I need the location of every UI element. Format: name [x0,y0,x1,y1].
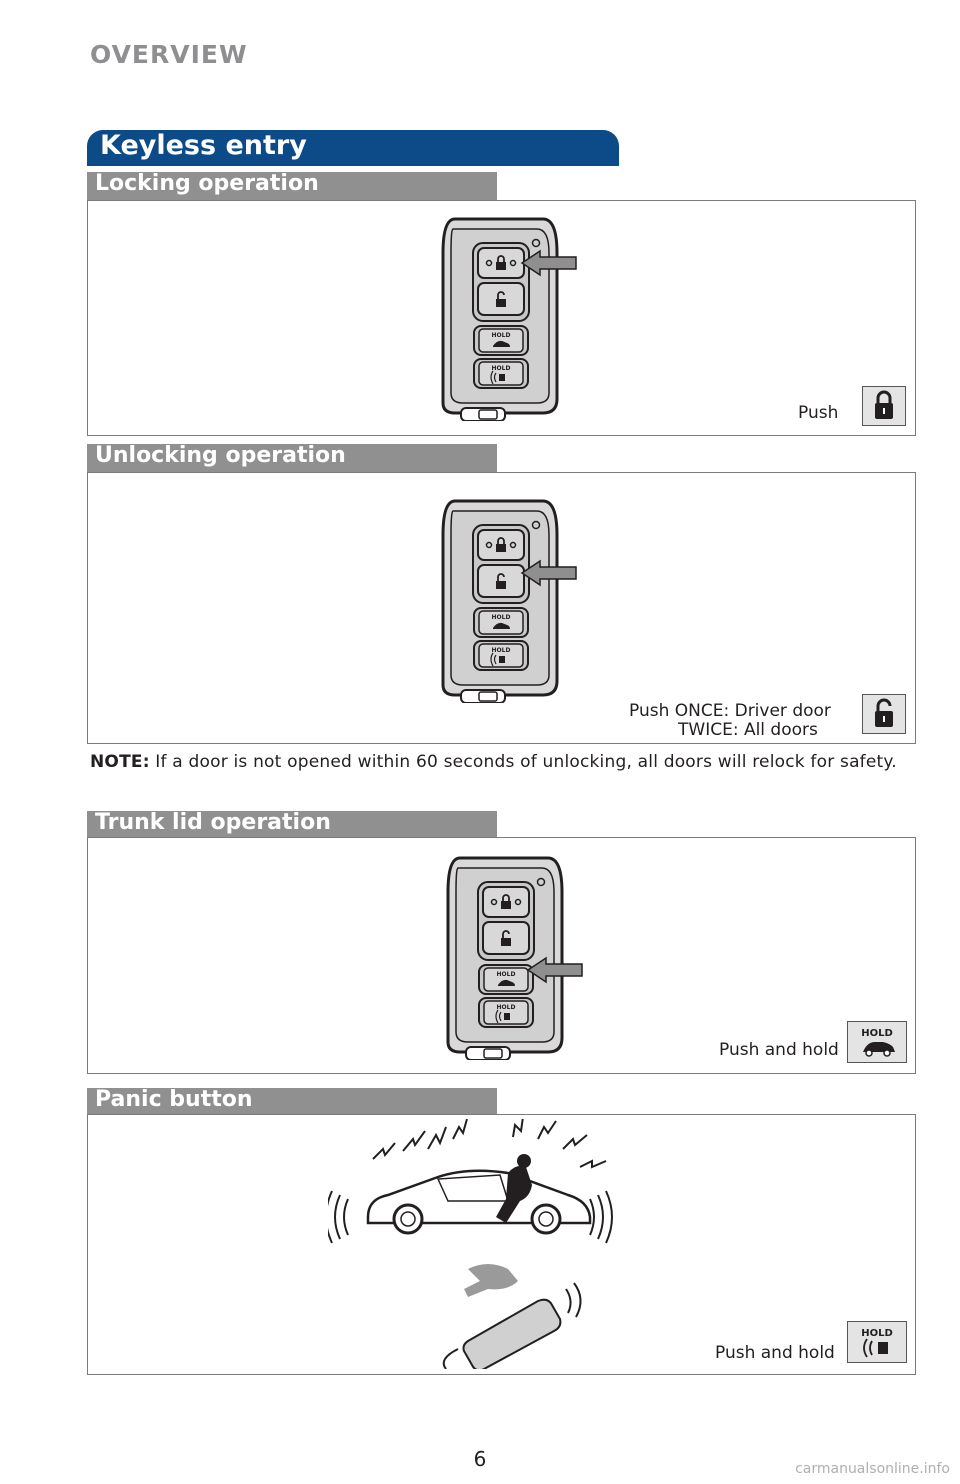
panic-hold-text: HOLD [861,1328,893,1339]
locking-instruction: Push [798,403,839,423]
unlock-icon [862,694,906,734]
fob-hold-label: HOLD [496,1004,516,1011]
note-label: NOTE: [90,752,150,772]
unlocking-panel [87,472,916,744]
page-number: 6 [473,1447,487,1471]
trunk-hold-text: HOLD [861,1028,893,1039]
fob-hold-label: HOLD [491,365,511,372]
press-arrow [520,249,578,277]
key-fob-illustration [433,495,583,703]
panic-hold-icon [847,1321,907,1363]
panic-section-title: Panic button [95,1087,253,1112]
fob-hold-label: HOLD [496,971,516,978]
unlocking-section-bar [87,444,497,472]
trunk-instruction: Push and hold [719,1040,839,1060]
unlocking-section-title: Unlocking operation [95,443,346,468]
note-text: If a door is not opened within 60 seconds of unlocking, all doors will relock for safety. [149,752,897,772]
trunk-panel [87,837,916,1074]
locking-section-title: Locking operation [95,171,319,196]
unlocking-instruction-line2: TWICE: All doors [678,720,818,740]
fob-hold-label: HOLD [491,614,511,621]
panic-instruction: Push and hold [715,1343,835,1363]
panic-panel [87,1114,916,1375]
trunk-hold-icon [847,1021,907,1063]
press-arrow [526,956,584,984]
panic-alarm-illustration [328,1119,628,1369]
panic-section-bar [87,1088,497,1116]
watermark: carmanualsonline.info [795,1461,950,1477]
fob-hold-label: HOLD [491,647,511,654]
locking-section-bar [87,172,497,200]
lock-icon [862,386,906,426]
press-arrow [520,559,578,587]
unlocking-instruction-line1: Push ONCE: Driver door [629,701,831,721]
banner-title: Keyless entry [100,130,307,161]
keyless-entry-banner [87,130,619,166]
trunk-section-title: Trunk lid operation [95,810,331,835]
fob-hold-label: HOLD [491,332,511,339]
note-paragraph [90,750,910,775]
locking-panel [87,200,916,436]
key-fob-illustration [433,213,583,421]
trunk-section-bar [87,811,497,839]
page-header-title: OVERVIEW [90,40,248,69]
